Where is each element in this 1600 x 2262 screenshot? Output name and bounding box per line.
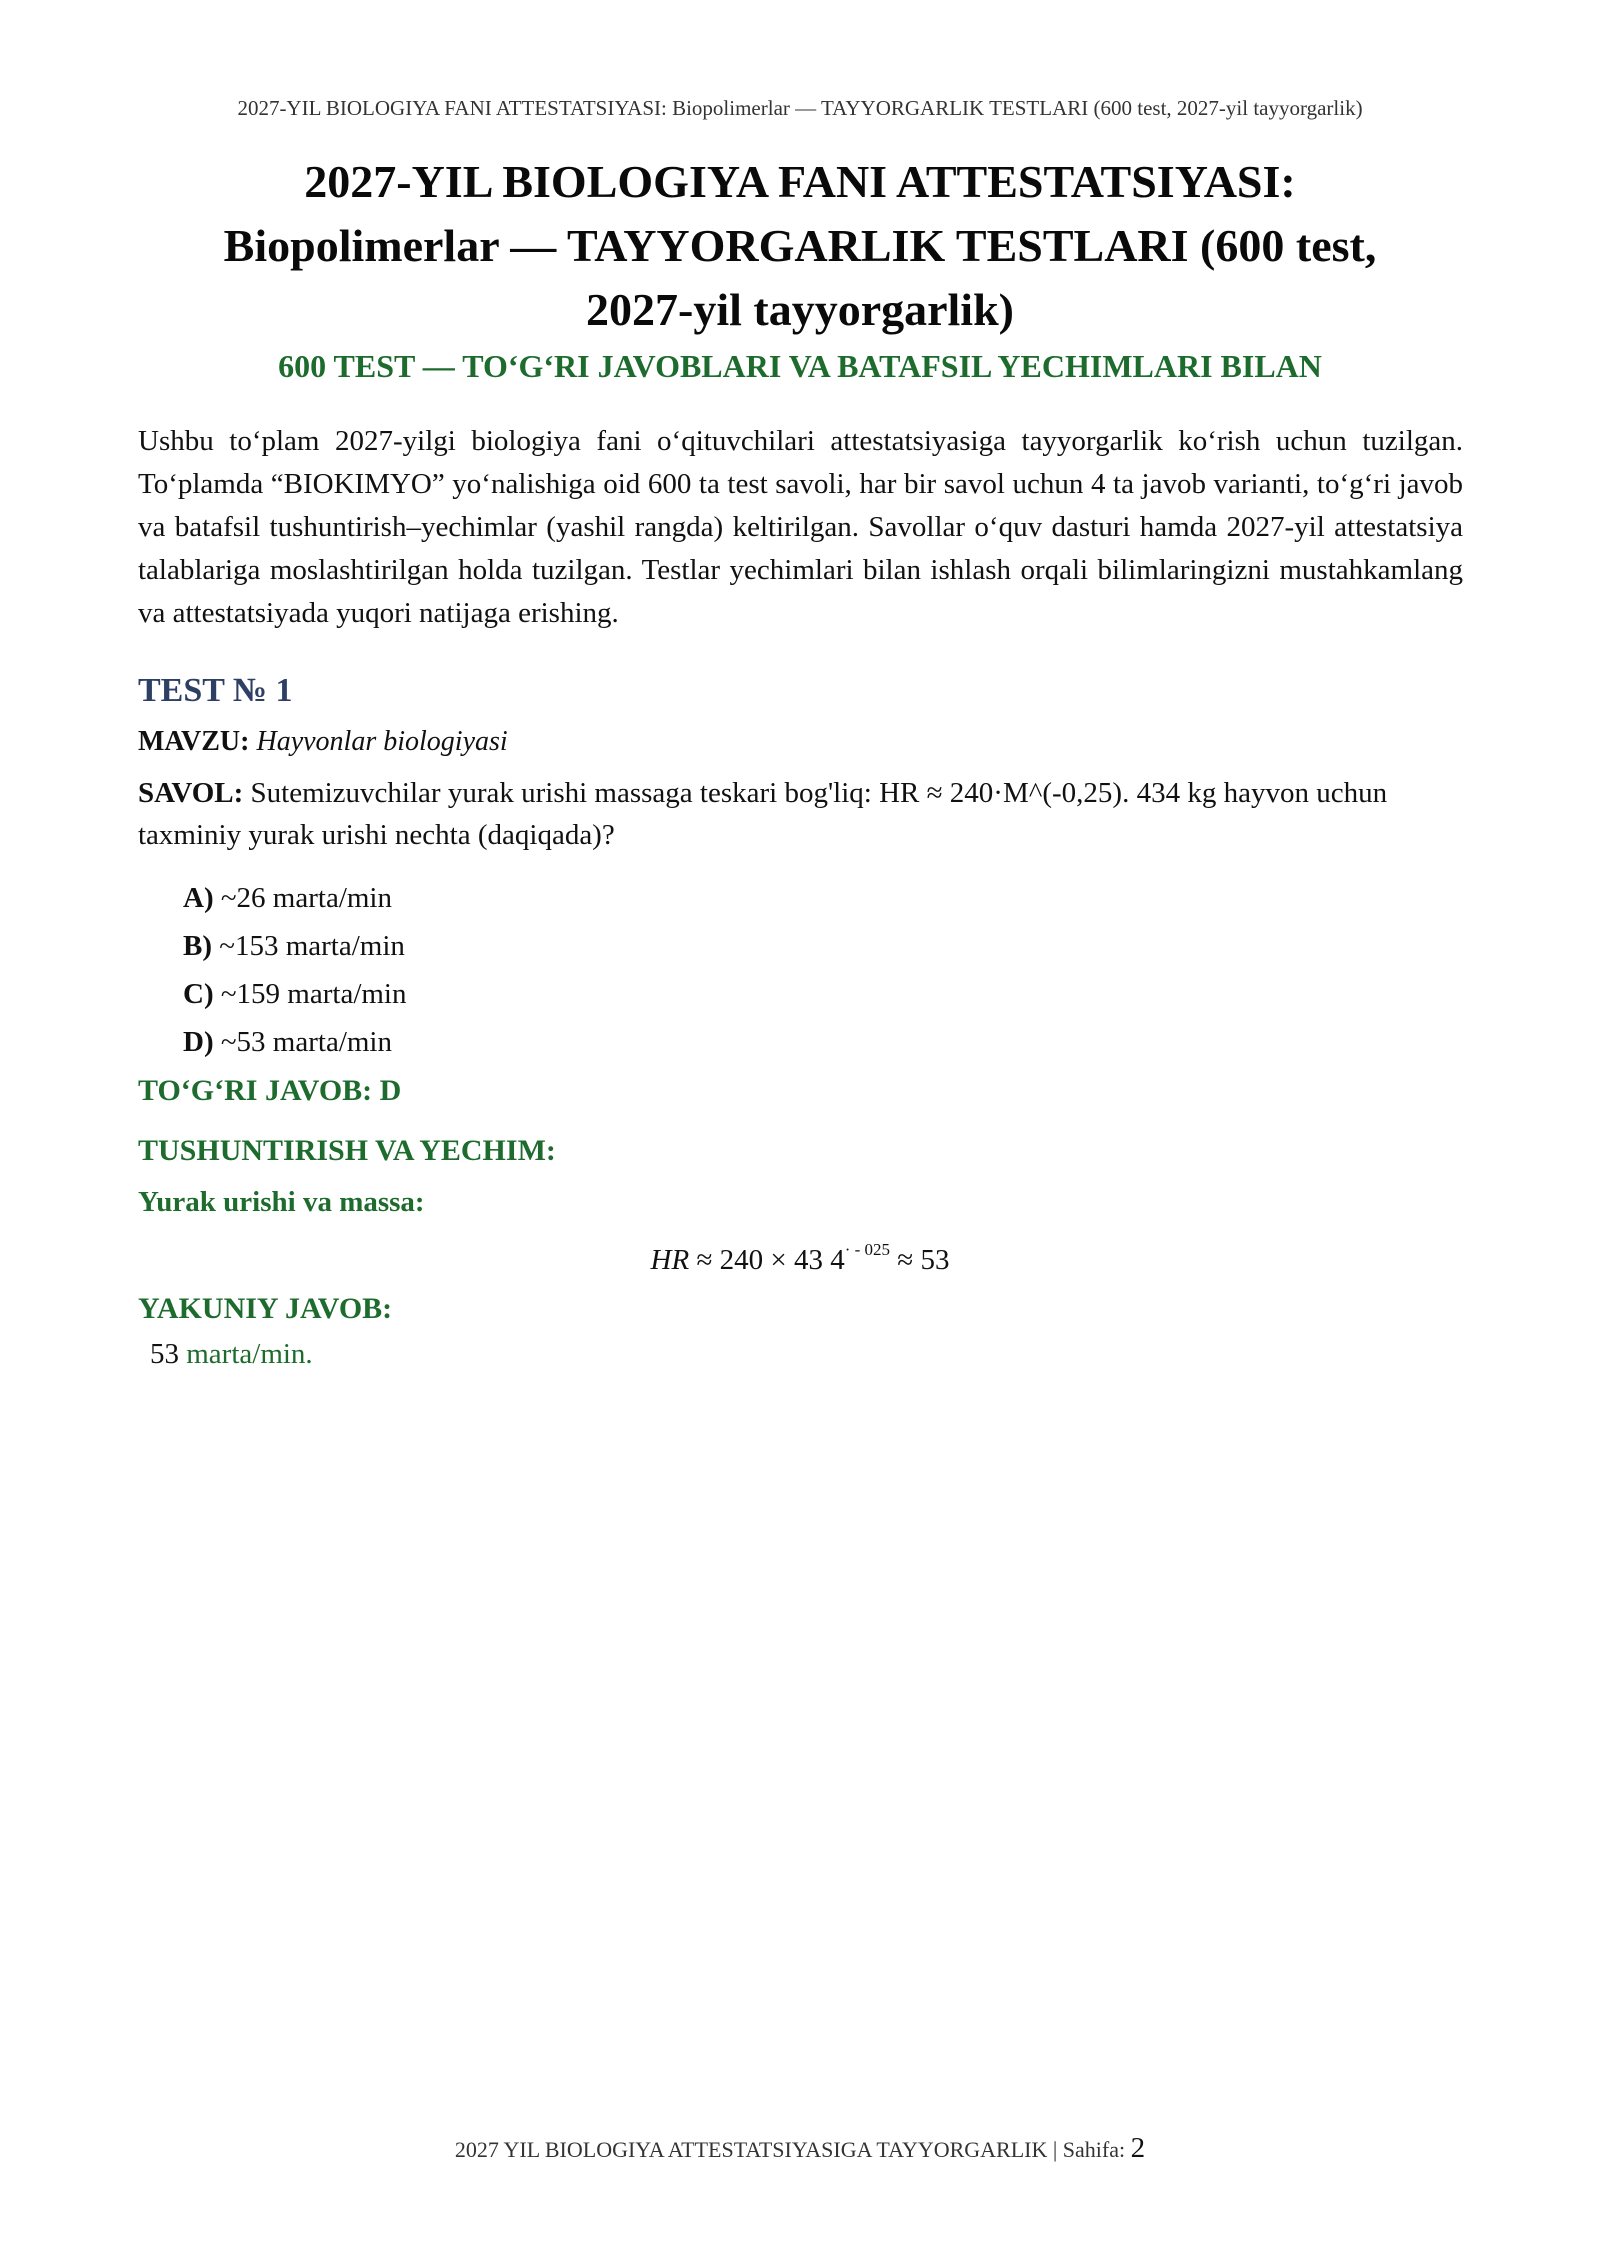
option-b — [183, 922, 407, 970]
document-title — [140, 150, 1460, 342]
formula — [0, 1228, 1600, 1282]
final-answer-unit: marta/min. — [186, 1338, 313, 1370]
option-letter: C) — [183, 978, 214, 1010]
page-footer — [0, 2132, 1600, 2165]
title-line-2: Biopolimerlar — TAYYORGARLIK TESTLARI (600 test, — [223, 220, 1377, 271]
formula-exponent: · - 025 — [844, 1240, 891, 1259]
topic-value: Hayvonlar biologiyasi — [256, 726, 508, 757]
option-d — [183, 1018, 407, 1066]
final-answer-heading: YAKUNIY JAVOB: — [138, 1292, 393, 1325]
formula-approx: ≈ — [689, 1244, 720, 1276]
final-answer-value: 53 — [150, 1338, 179, 1370]
page-number: 2 — [1130, 2132, 1146, 2164]
formula-variable: HR — [650, 1244, 690, 1276]
option-text: ~159 marta/min — [220, 978, 407, 1010]
formula-result: 53 — [920, 1244, 950, 1276]
running-header: 2027-YIL BIOLOGIYA FANI ATTESTATSIYASI: Biopolimerlar — TAYYORGARLIK TESTLARI (600 test, 2027-yil tayyorgarlik) — [237, 96, 1363, 120]
footer-text: 2027 YIL BIOLOGIYA ATTESTATSIYASIGA TAYYORGARLIK — [454, 2137, 1048, 2162]
topic-label: MAVZU: — [138, 726, 250, 757]
question-text — [138, 772, 1463, 856]
explanation-subheading: Yurak urishi va massa: — [138, 1186, 425, 1218]
option-text: ~26 marta/min — [220, 882, 392, 914]
topic-line — [138, 726, 508, 758]
answer-options — [183, 874, 407, 1066]
final-answer — [150, 1338, 313, 1371]
title-line-3: 2027-yil tayyorgarlik) — [586, 284, 1014, 335]
question-label: SAVOL: — [138, 777, 244, 809]
explanation-heading: TUSHUNTIRISH VA YECHIM: — [138, 1134, 556, 1167]
formula-body: 240 × 43 4 — [719, 1244, 845, 1276]
footer-page-label: Sahifa: — [1062, 2137, 1126, 2162]
footer-separator: | — [1052, 2137, 1058, 2162]
question-body: Sutemizuvchilar yurak urishi massaga teskari bog'liq: HR ≈ 240·M^(-0,25). 434 kg hayvon uchun taxminiy yurak urishi nechta (daqiqada)? — [138, 777, 1388, 851]
intro-paragraph: Ushbu to‘plam 2027-yilgi biologiya fani o‘qituvchilari attestatsiyasiga tayyorgarlik ko‘rish uchun tuzilgan. To‘plamda “BIOKIMYO” yo‘nalishiga oid 600 ta test savoli, har bir savol uchun 4 ta javob varianti, to‘g‘ri javob va batafsil tushuntirish–yechimlar (yashil rangda) keltirilgan. Savollar o‘quv dasturi hamda 2027-yil attestatsiya talablariga moslashtirilgan holda tuzilgan. Testlar yechimlari bilan ishlash orqali bilimlaringizni mustahkamlang va attestatsiyada yuqori natijaga erishing. — [138, 425, 1463, 629]
document-subtitle: 600 TEST — TO‘G‘RI JAVOBLARI VA BATAFSIL YECHIMLARI BILAN — [278, 348, 1322, 384]
option-a — [183, 874, 407, 922]
correct-answer: TO‘G‘RI JAVOB: D — [138, 1074, 402, 1107]
title-line-1: 2027-YIL BIOLOGIYA FANI ATTESTATSIYASI: — [304, 156, 1296, 207]
formula-approx: ≈ — [890, 1244, 921, 1276]
option-letter: D) — [183, 1026, 214, 1058]
option-letter: B) — [183, 930, 212, 962]
option-letter: A) — [183, 882, 214, 914]
option-text: ~153 marta/min — [219, 930, 405, 962]
option-text: ~53 marta/min — [220, 1026, 392, 1058]
test-heading: TEST № 1 — [138, 672, 293, 709]
option-c — [183, 970, 407, 1018]
